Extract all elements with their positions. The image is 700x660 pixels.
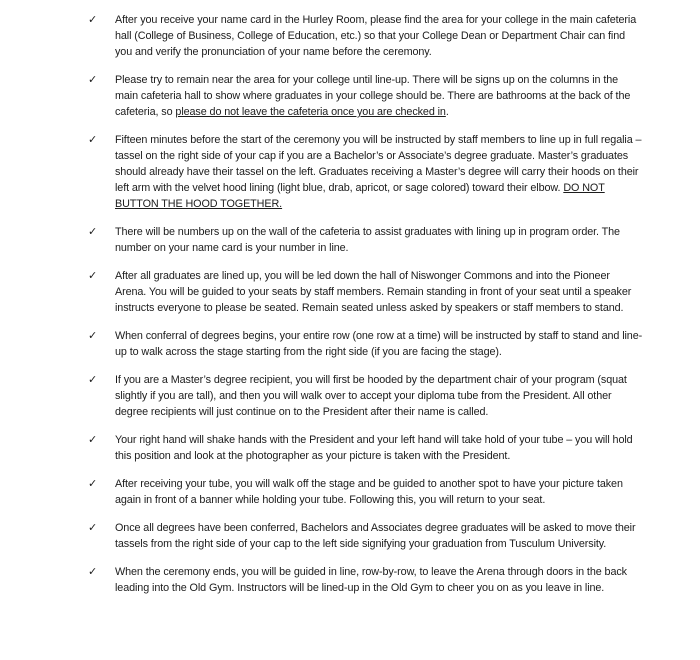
item-text-segment: There will be numbers up on the wall of the cafeteria to assist graduates with lining up in program order. The number on your name card is your number in line.	[115, 226, 620, 254]
checkmark-icon: ✓	[88, 566, 98, 578]
item-underlined-segment: DO NOT BUTTON THE HOOD TOGETHER.	[115, 182, 605, 210]
item-text-segment: When the ceremony ends, you will be guided in line, row-by-row, to leave the Arena through doors in the back leading into the Old Gym. Instructors will be lined-up in the Old Gym to cheer you on as you leave in line.	[115, 566, 627, 594]
item-text	[115, 268, 643, 316]
item-text	[115, 564, 643, 596]
checkmark-icon: ✓	[88, 14, 98, 26]
item-text-segment: Once all degrees have been conferred, Bachelors and Associates degree graduates will be asked to move their tassels from the right side of your cap to the left side signifying your graduation from Tusculum University.	[115, 522, 636, 550]
list-item	[88, 72, 648, 120]
item-text	[115, 132, 643, 212]
item-text	[115, 432, 643, 464]
item-text-segment: After all graduates are lined up, you will be led down the hall of Niswonger Commons and into the Pioneer Arena. You will be guided to your seats by staff members. Remain standing in front of your seat until a speaker instructs everyone to please be seated. Remain seated unless asked by speakers or staff members to stand.	[115, 270, 632, 314]
item-underlined-segment: please do not leave the cafeteria once you are checked in	[175, 106, 446, 118]
list-item	[88, 328, 648, 360]
list-item	[88, 476, 648, 508]
item-text	[115, 476, 643, 508]
list-item	[88, 432, 648, 464]
checkmark-icon: ✓	[88, 478, 98, 490]
item-text	[115, 72, 643, 120]
checkmark-icon: ✓	[88, 330, 98, 342]
checkmark-icon: ✓	[88, 522, 98, 534]
item-text-segment: Your right hand will shake hands with the President and your left hand will take hold of your tube – you will hold this position and look at the photographer as your picture is taken with the President.	[115, 434, 633, 462]
list-item	[88, 564, 648, 596]
item-text	[115, 328, 643, 360]
list-item	[88, 268, 648, 316]
list-item	[88, 372, 648, 420]
list-item	[88, 224, 648, 256]
item-text	[115, 224, 643, 256]
item-text-segment: When conferral of degrees begins, your entire row (one row at a time) will be instructed by staff to stand and line-up to walk across the stage starting from the right side (if you are facing the stage).	[115, 330, 643, 358]
item-text-segment: Fifteen minutes before the start of the ceremony you will be instructed by staff members to line up in full regalia – tassel on the right side of your cap if you are a Bachelor’s or Associate’s degree graduate. Master’s graduates should already have their tassel on the left. Graduates receiving a Master’s degree will carry their hoods on their left arm with the velvet hood lining (light blue, drab, apricot, or sage colored) toward their elbow.	[115, 134, 642, 194]
checkmark-icon: ✓	[88, 74, 98, 86]
item-text-segment: After you receive your name card in the Hurley Room, please find the area for your college in the main cafeteria hall (College of Business, College of Education, etc.) so that your College Dean or Department Chair can find you and verify the pronunciation of your name before the ceremony.	[115, 14, 637, 58]
item-text-segment: .	[445, 106, 449, 118]
item-text	[115, 12, 643, 60]
checkmark-icon: ✓	[88, 434, 98, 446]
list-item	[88, 132, 648, 212]
checkmark-icon: ✓	[88, 374, 98, 386]
instructions-list	[88, 12, 648, 596]
item-text	[115, 372, 643, 420]
item-text-segment: After receiving your tube, you will walk off the stage and be guided to another spot to have your picture taken again in front of a banner while holding your tube. Following this, you will return to your seat.	[115, 478, 623, 506]
item-text	[115, 520, 643, 552]
checkmark-icon: ✓	[88, 226, 98, 238]
checkmark-icon: ✓	[88, 134, 98, 146]
item-text-segment: If you are a Master’s degree recipient, you will first be hooded by the department chair of your program (squat slightly if you are tall), and then you will walk over to accept your diploma tube from the President. All other degree recipients will just continue on to the President after their name is called.	[115, 374, 627, 418]
list-item	[88, 12, 648, 60]
item-text-segment: Please try to remain near the area for your college until line-up. There will be signs up on the columns in the main cafeteria hall to show where graduates in your college should be. There are bathrooms at the back of the cafeteria, so	[115, 74, 631, 118]
checkmark-icon: ✓	[88, 270, 98, 282]
list-item	[88, 520, 648, 552]
